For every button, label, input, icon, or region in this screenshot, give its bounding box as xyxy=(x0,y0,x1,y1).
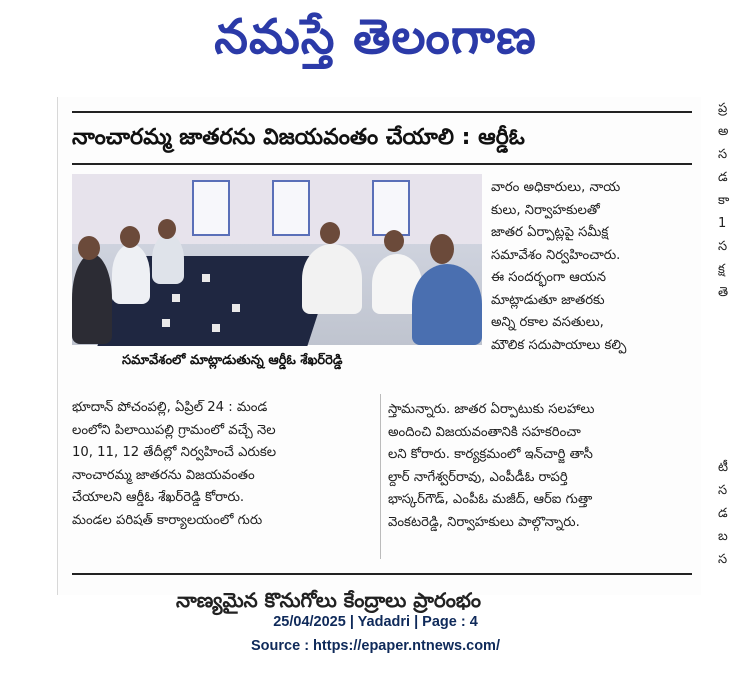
text-line: స్తామన్నారు. జాతర ఏర్పాటుకు సలహాలు xyxy=(388,402,595,417)
adjacent-column-bottom xyxy=(718,456,748,571)
text-line: భాస్కర్‌గౌడ్, ఎంపీఓ మజీద్, ఆర్‌ఐ గుత్తా xyxy=(388,492,593,507)
text-line: స xyxy=(718,239,728,254)
text-line: ప్ర xyxy=(718,101,728,116)
text-line: అందించి విజయవంతానికి సహకరించా xyxy=(388,424,581,440)
next-article-headline-cut: నాణ్యమైన కొనుగోలు కేంద్రాలు ప్రారంభం xyxy=(176,588,482,612)
text-line: స xyxy=(718,147,728,162)
text-line: స xyxy=(718,552,728,567)
footer-date-edition: 25/04/2025 | Yadadri | Page : 4 xyxy=(273,614,478,630)
text-line: నాంచారమ్మ జాతరను విజయవంతం xyxy=(72,467,255,483)
text-line: వారం అధికారులు, నాయ xyxy=(491,180,621,195)
text-line: డ xyxy=(718,506,728,521)
text-line: ల్దార్ నాగేశ్వర్‌రావు, ఎంపీడీఓ రాపర్తి xyxy=(388,469,568,485)
text-line: స xyxy=(718,483,728,498)
text-line: భూదాన్ పోచంపల్లి, ఏప్రిల్ 24 : మండ xyxy=(72,400,268,415)
top-rule xyxy=(72,111,692,113)
article-headline: నాంచారమ్మ జాతరను విజయవంతం చేయాలి : ఆర్డీఓ xyxy=(72,125,525,150)
headline-rule xyxy=(72,163,692,165)
article-column-middle xyxy=(388,399,692,534)
text-line: లంలోని పిలాయిపల్లి గ్రామంలో వచ్చే నెల xyxy=(72,422,276,438)
text-line: మండల పరిషత్ కార్యాలయంలో గురు xyxy=(72,512,263,528)
text-line: క్ష xyxy=(718,262,725,277)
text-line: బ xyxy=(718,529,728,544)
text-line: 10, 11, 12 తేదీల్లో నిర్వహించే ఎరుకల xyxy=(72,445,277,460)
text-line: వెంకటరెడ్డి, నిర్వాహకులు పాల్గొన్నారు. xyxy=(388,514,580,530)
photo-caption: సమావేశంలో మాట్లాడుతున్న ఆర్డీఓ శేఖర్‌రెడ్డి xyxy=(122,353,343,368)
bottom-rule xyxy=(72,573,692,575)
text-line: అన్ని రకాల వసతులు, xyxy=(491,315,604,330)
text-line: తె xyxy=(718,285,729,300)
text-line: చేయాలని ఆర్డీఓ శేఖర్‌రెడ్డి కోరారు. xyxy=(72,490,245,505)
text-line: 1 xyxy=(718,216,727,231)
text-line: సమావేశం నిర్వహించారు. xyxy=(491,247,621,263)
article-clipping xyxy=(57,97,701,612)
text-line: లని కోరారు. కార్యక్రమంలో ఇన్‌చార్జి తాసీ xyxy=(388,447,593,462)
text-line: మౌలిక సదుపాయాలు కల్పి xyxy=(491,337,627,353)
text-line: మాట్లాడుతూ జాతరకు xyxy=(491,292,605,308)
newspaper-masthead: నమస్తే తెలంగాణ xyxy=(214,9,537,65)
article-column-left xyxy=(72,397,376,532)
article-photo xyxy=(72,174,482,345)
text-line: కులు, నిర్వాహకులతో xyxy=(491,202,600,218)
text-line: జాతర ఏర్పాట్లపై సమీక్ష xyxy=(491,225,609,240)
column-divider xyxy=(380,394,381,559)
adjacent-column-top xyxy=(718,97,748,304)
footer-source-link[interactable]: Source : https://epaper.ntnews.com/ xyxy=(251,638,500,654)
text-line: డ xyxy=(718,170,728,185)
text-line: టీ xyxy=(718,460,729,475)
text-line: కా xyxy=(718,193,730,208)
text-line: అ xyxy=(718,124,729,139)
text-line: ఈ సందర్భంగా ఆయన xyxy=(491,270,606,285)
article-column-right-top xyxy=(491,177,691,357)
